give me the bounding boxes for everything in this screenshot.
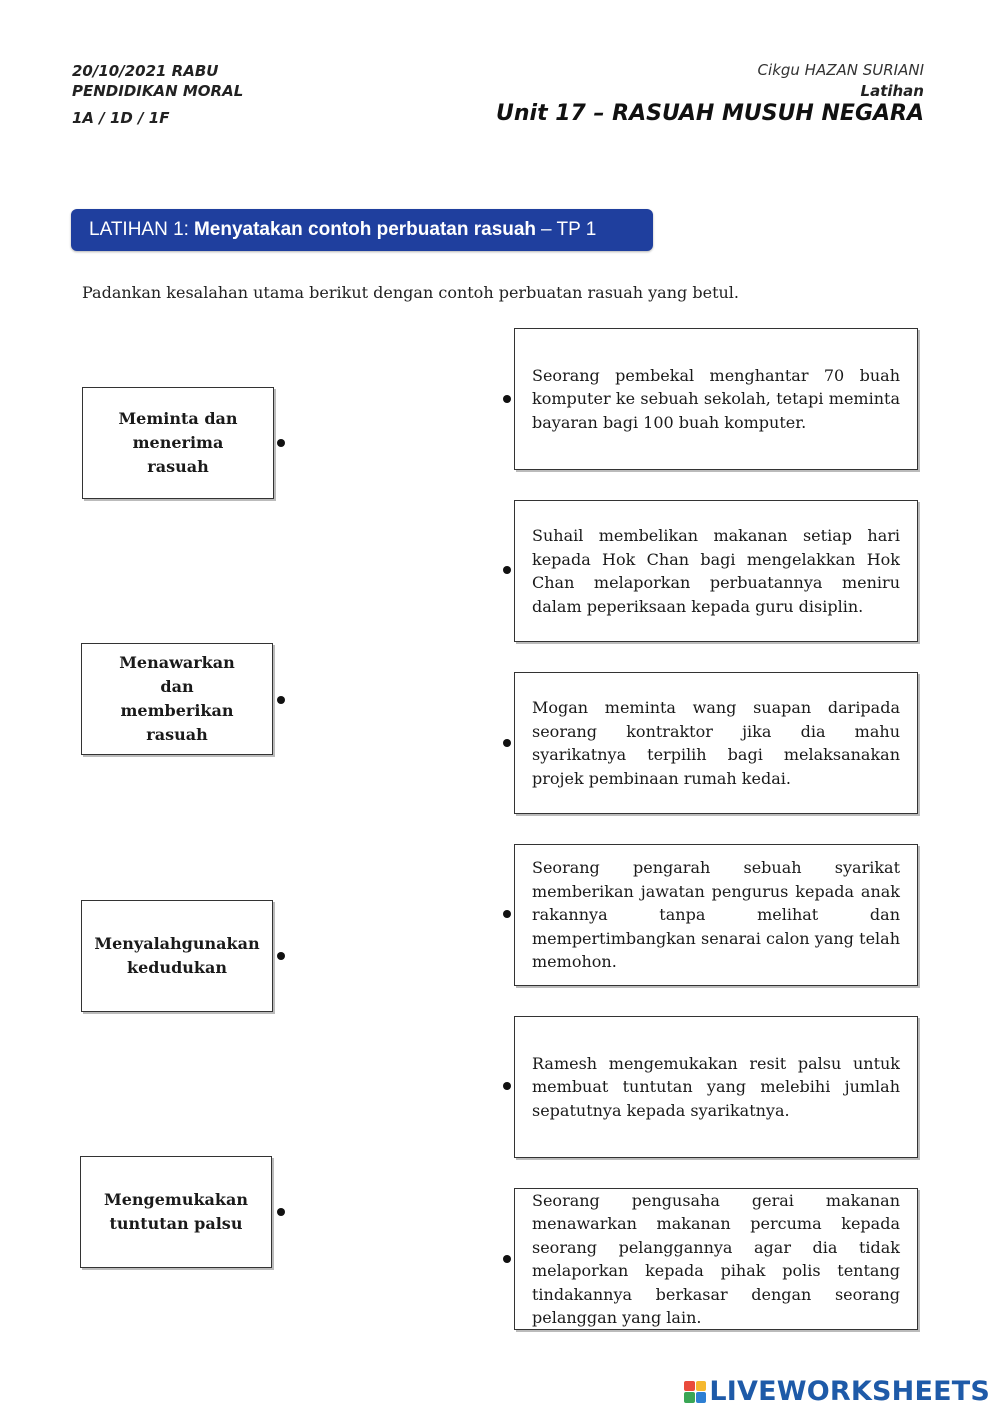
right-item-text: Seorang pengarah sebuah syarikat memberikan jawatan pengurus kepada anak rakannya tanpa melihat dan mempertimbangkan senarai calon yang telah memohon.	[532, 858, 900, 972]
right-dot-5[interactable]	[503, 1082, 511, 1090]
right-item-text: Seorang pengusaha gerai makanan menawarkan makanan percuma kepada seorang pelanggannya agar dia tidak melaporkan kepada pihak polis tentang tindakannya berkasar dengan seorang pelanggan yang lain.	[532, 1190, 900, 1327]
right-item-4[interactable]	[514, 844, 918, 986]
watermark-text: LIVEWORKSHEETS	[709, 1376, 990, 1407]
banner-prefix: LATIHAN 1:	[89, 219, 189, 240]
right-dot-6[interactable]	[503, 1255, 511, 1263]
left-item-label: Menyalahgunakan kedudukan	[94, 934, 260, 977]
right-item-6[interactable]	[514, 1188, 918, 1330]
exercise-banner	[71, 209, 653, 251]
liveworksheets-logo-icon	[684, 1381, 706, 1403]
header-subject: PENDIDIKAN MORAL	[72, 82, 244, 100]
left-item-3[interactable]	[81, 900, 273, 1012]
right-dot-4[interactable]	[503, 910, 511, 918]
right-item-text: Mogan meminta wang suapan daripada seorang kontraktor jika dia mahu syarikatnya terpilih bagi melaksanakan projek pembinaan rumah kedai.	[532, 698, 900, 788]
right-item-2[interactable]	[514, 500, 918, 642]
right-item-text: Seorang pembekal menghantar 70 buah komputer ke sebuah sekolah, tetapi meminta bayaran bagi 100 buah komputer.	[532, 365, 900, 432]
left-item-2[interactable]	[81, 643, 273, 755]
left-dot-1[interactable]	[277, 439, 285, 447]
left-dot-3[interactable]	[277, 952, 285, 960]
header-classes: 1A / 1D / 1F	[72, 109, 170, 127]
right-item-text: Ramesh mengemukakan resit palsu untuk membuat tuntutan yang melebihi jumlah sepatutnya kepada syarikatnya.	[532, 1053, 900, 1120]
left-dot-2[interactable]	[277, 696, 285, 704]
left-item-label: Mengemukakan tuntutan palsu	[104, 1190, 248, 1233]
right-item-5[interactable]	[514, 1016, 918, 1158]
left-item-label: Meminta dan menerima rasuah	[118, 409, 238, 476]
right-dot-2[interactable]	[503, 566, 511, 574]
left-item-1[interactable]	[82, 387, 274, 499]
left-item-label: Menawarkan dan memberikan rasuah	[119, 653, 235, 744]
right-dot-1[interactable]	[503, 395, 511, 403]
banner-title: Menyatakan contoh perbuatan rasuah	[193, 219, 537, 240]
banner-suffix: – TP 1	[541, 219, 597, 240]
liveworksheets-logo	[684, 1376, 990, 1407]
right-item-1[interactable]	[514, 328, 918, 470]
right-dot-3[interactable]	[503, 739, 511, 747]
left-dot-4[interactable]	[277, 1208, 285, 1216]
unit-title: Unit 17 – RASUAH MUSUH NEGARA	[496, 101, 924, 126]
left-item-4[interactable]	[80, 1156, 272, 1268]
header-type: Latihan	[860, 82, 924, 100]
header-date: 20/10/2021 RABU	[72, 62, 219, 80]
right-item-text: Suhail membelikan makanan setiap hari kepada Hok Chan bagi mengelakkan Hok Chan melaporkan perbuatannya meniru dalam peperiksaan kepada guru disiplin.	[532, 526, 900, 616]
header-teacher: Cikgu HAZAN SURIANI	[757, 61, 924, 79]
right-item-3[interactable]	[514, 672, 918, 814]
instruction-text: Padankan kesalahan utama berikut dengan contoh perbuatan rasuah yang betul.	[82, 283, 739, 302]
